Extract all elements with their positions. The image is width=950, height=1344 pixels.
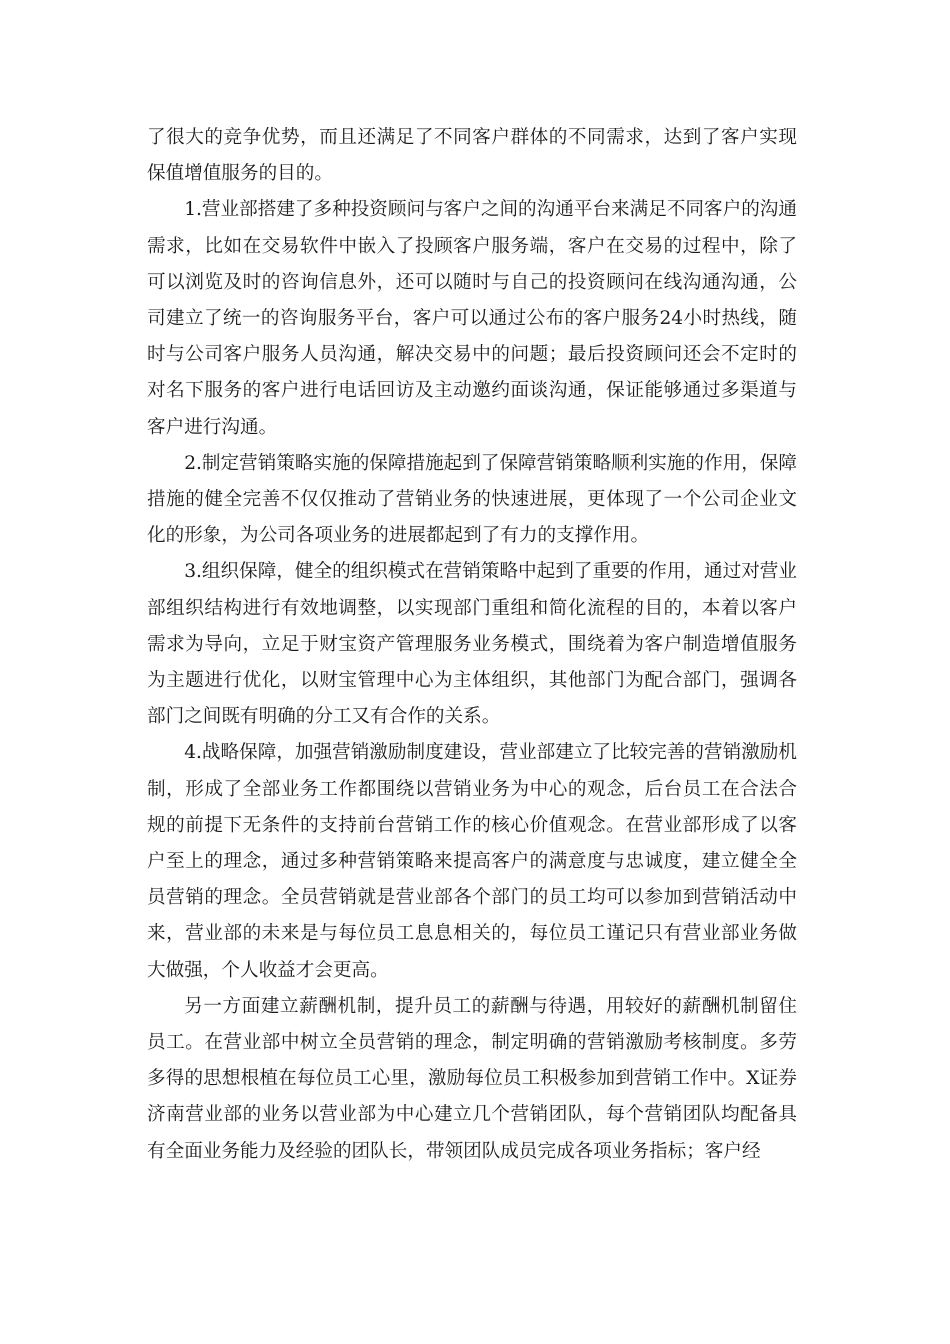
document-body bbox=[147, 120, 797, 1170]
paragraph-organizational-guarantee: 3.组织保障，健全的组织模式在营销策略中起到了重要的作用，通过对营业部组织结构进行有效地调整，以实现部门重组和简化流程的目的，本着以客户需求为导向，立足于财宝资产管理服务业务模式，围绕着为客户制造增值服务为主题进行优化，以财宝管理中心为主体组织，其他部门为配合部门，强调各部门之间既有明确的分工又有合作的关系。 bbox=[147, 561, 797, 728]
paragraph-continuation: 了很大的竞争优势，而且还满足了不同客户群体的不同需求，达到了客户实现保值增值服务的目的。 bbox=[147, 127, 797, 185]
paragraph-strategic-guarantee: 4.战略保障，加强营销激励制度建设，营业部建立了比较完善的营销激励机制，形成了全部业务工作都围绕以营销业务为中心的观念，后台员工在合法合规的前提下无条件的支持前台营销工作的核心价值观念。在营业部形成了以客户至上的理念，通过多种营销策略来提高客户的满意度与忠诚度，建立健全全员营销的理念。全员营销就是营业部各个部门的员工均可以参加到营销活动中来，营业部的未来是与每位员工息息相关的，每位员工谨记只有营业部业务做大做强，个人收益才会更高。 bbox=[147, 742, 797, 981]
paragraph-communication-platform: 1.营业部搭建了多种投资顾问与客户之间的沟通平台来满足不同客户的沟通需求，比如在交易软件中嵌入了投顾客户服务端，客户在交易的过程中，除了可以浏览及时的咨询信息外，还可以随时与自己的投资顾问在线沟通沟通，公司建立了统一的咨询服务平台，客户可以通过公布的客户服务24小时热线，随时与公司客户服务人员沟通，解决交易中的问题；最后投资顾问还会不定时的对名下服务的客户进行电话回访及主动邀约面谈沟通，保证能够通过多渠道与客户进行沟通。 bbox=[147, 199, 797, 438]
paragraph-safeguard-measures: 2.制定营销策略实施的保障措施起到了保障营销策略顺利实施的作用，保障措施的健全完善不仅仅推动了营销业务的快速进展，更体现了一个公司企业文化的形象，为公司各项业务的进展都起到了有力的支撑作用。 bbox=[147, 452, 797, 547]
paragraph-compensation-mechanism: 另一方面建立薪酬机制，提升员工的薪酬与待遇，用较好的薪酬机制留住员工。在营业部中树立全员营销的理念，制定明确的营销激励考核制度。多劳多得的思想根植在每位员工心里，激励每位员工积极参加到营销工作中。X证券济南营业部的业务以营业部为中心建立几个营销团队，每个营销团队均配备具有全面业务能力及经验的团队长，带领团队成员完成各项业务指标；客户经 bbox=[147, 995, 797, 1162]
